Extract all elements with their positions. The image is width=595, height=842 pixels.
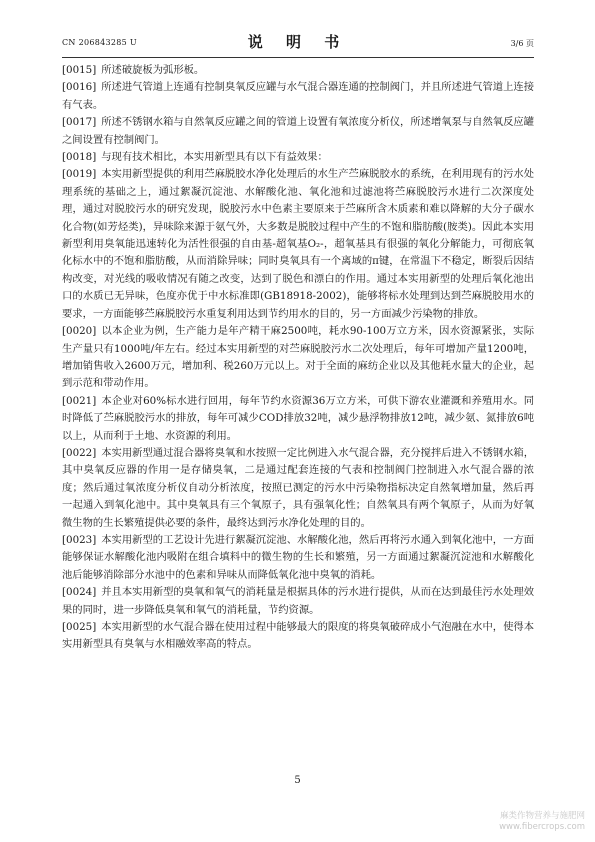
paragraph-number: [0020] <box>62 325 97 338</box>
paragraph-text: 并且本实用新型的臭氧和氧气的消耗量是根据具体的污水进行提供，从而在达到最佳污水处理效果的同时，进一步降低臭氧和氧气的消耗量，节约资源。 <box>62 586 534 616</box>
paragraph-text: 所述破旋板为弧形板。 <box>101 64 205 76</box>
paragraph <box>62 79 534 114</box>
document-body <box>62 62 534 654</box>
page-number: 5 <box>294 775 301 786</box>
paragraph <box>62 323 534 393</box>
paragraph-number: [0017] <box>62 116 97 129</box>
paragraph-number: [0023] <box>62 533 97 546</box>
page-footer <box>0 775 595 786</box>
paragraph <box>62 584 534 619</box>
paragraph-number: [0019] <box>62 168 97 181</box>
paragraph <box>62 62 534 79</box>
watermark-site-name: 麻类作物营养与施肥网 <box>499 811 585 821</box>
paragraph-text: 所述不锈钢水箱与自然氧反应罐之间的管道上设置有氧浓度分析仪，所述增氧泵与自然氧反应罐之间设置有控制阀门。 <box>62 116 534 146</box>
paragraph <box>62 114 534 149</box>
watermark-url: www.fibercrops.com <box>499 822 585 832</box>
paragraph-text: 以本企业为例，生产能力是年产精干麻2500吨，耗水90-100万立方米，因水资源紧张，实际生产量只有1000吨/年左右。经过本实用新型的对苎麻脱胶污水二次处理后，每年可增加产量1200吨，增加销售收入2600万元，增加利、税260万元以上。对于全面的麻纺企业以及其他耗水量大的企业，起到示范和带动作用。 <box>62 325 534 390</box>
paragraph-number: [0025] <box>62 621 97 633</box>
paragraph-number: [0021] <box>62 394 97 407</box>
header-divider <box>62 57 534 58</box>
paragraph-number: [0016] <box>62 81 97 94</box>
paragraph <box>62 166 534 323</box>
paragraph <box>62 532 534 584</box>
paragraph-text: 所述进气管道上连通有控制臭氧反应罐与水气混合器连通的控制阀门，并且所述进气管道上连接有气表。 <box>62 81 534 111</box>
publication-number: CN 206843285 U <box>62 38 137 47</box>
site-watermark <box>499 811 585 833</box>
paragraph-text: 与现有技术相比，本实用新型具有以下有益效果： <box>101 151 328 164</box>
document-title: 说 明 书 <box>247 33 349 51</box>
paragraph-text: 本实用新型的工艺设计先进行絮凝沉淀池、水解酸化池，然后再将污水通入到氧化池中，一方面能够保证水解酸化池内吸附在组合填料中的微生物的生长和繁殖，另一方面通过絮凝沉淀池和水解酸化池后能够消除部分水池中的色素和异味从而降低氧化池中臭氧的消耗。 <box>62 533 534 581</box>
paragraph-number: [0022] <box>62 446 97 459</box>
paragraph <box>62 149 534 166</box>
paragraph-text: 本实用新型通过混合器将臭氧和水按照一定比例进入水气混合器，充分搅拌后进入不锈钢水箱，其中臭氧反应器的作用一是存储臭氧，二是通过配套连接的气表和控制阀门控制进入水气混合器的浓度；然后通过氧浓度分析仪自动分析浓度，按照已测定的污水中污染物指标决定自然氧增加量，然后再一起通入到氧化池中。其中臭氧具有三个氧原子，具有强氧化性；自然氧具有两个氧原子，从而为好氧微生物的生长繁殖提供必要的条件，最终达到污水净化处理的目的。 <box>62 446 534 529</box>
paragraph-text: 本实用新型的水气混合器在使用过程中能够最大的限度的将臭氧破碎成小气泡融在水中，使得本实用新型具有臭氧与水相融效率高的特点。 <box>62 621 534 651</box>
page-header <box>62 28 534 54</box>
paragraph-number: [0024] <box>62 586 97 599</box>
paragraph <box>62 619 534 654</box>
paragraph <box>62 445 534 532</box>
paragraph-text: 本企业对60%标水进行回用，每年节约水资源36万立方米，可供下游农业灌溉和养殖用水。同时降低了苎麻脱胶污水的排放，每年可减少COD排放32吨，减少悬浮物排放12吨，减少氨、氮排放6吨以上，从而利于土地、水资源的利用。 <box>62 394 534 442</box>
page-count: 3/6 页 <box>510 39 534 48</box>
paragraph-text: 本实用新型提供的利用苎麻脱胶水净化处理后的水生产苎麻脱胶水的系统，在利用现有的污水处理系统的基础之上，通过絮凝沉淀池、水解酸化池、氧化池和过滤池将苎麻脱胶污水进行二次深度处理，通过对脱胶污水的研究发现，脱胶污水中色素主要原来于苎麻所含木质素和难以降解的大分子碳水化合物(如芳烃类)，异味除来源于氨气外，大多数是脱胶过程中产生的不饱和脂肪酸(胺类)。因此本实用新型利用臭氧能迅速转化为活性很强的自由基-超氧基O₂-，超氧基具有很强的氧化分解能力，可彻底氧化标水中的不饱和脂肪酸，从而消除异味；同时臭氧具有一个离域的π键，在常温下不稳定，断裂后因结构改变，对光线的吸收情况有随之改变，达到了脱色和漂白的作用。通过本实用新型的处理后氧化池出口的水质已无异味，色度亦优于中水标准即(GB18918-2002)，能够将标水处理到达到苎麻脱胶用水的要求，一方面能够苎麻脱胶污水重复利用达到节约用水的目的，另一方面减少污染物的排放。 <box>62 168 534 320</box>
paragraph <box>62 393 534 445</box>
paragraph-number: [0015] <box>62 64 97 76</box>
paragraph-number: [0018] <box>62 151 97 164</box>
